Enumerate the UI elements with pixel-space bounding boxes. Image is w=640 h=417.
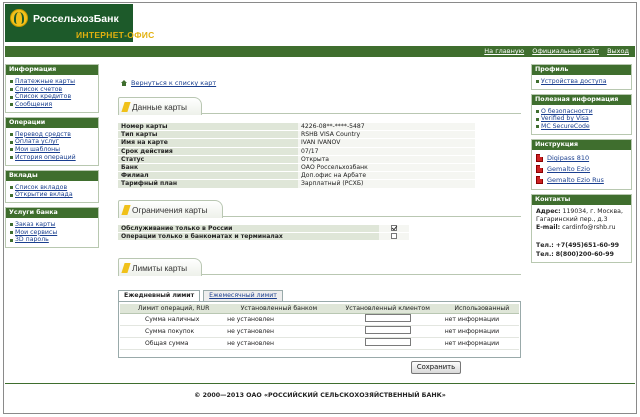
sidebar-item-accounts[interactable]: Список счетов <box>15 85 63 93</box>
sidebar-item-payments[interactable]: Оплата услуг <box>15 138 59 146</box>
bullet-icon <box>10 96 13 99</box>
phone-2: 8(800)200-60-99 <box>555 250 614 258</box>
bullet-icon <box>10 148 13 151</box>
card-data-header <box>118 97 521 115</box>
atm-only-checkbox[interactable] <box>391 233 397 239</box>
bullet-icon <box>10 231 13 234</box>
wheat-icon <box>10 9 28 27</box>
instructions-title: Инструкция <box>532 140 631 150</box>
table-row: Общая сумма не установлен нет информации <box>120 337 519 349</box>
home-icon <box>121 80 127 86</box>
sidebar-item-order-card[interactable]: Заказ карты <box>15 220 56 228</box>
bullet-icon <box>536 118 539 121</box>
limits-tabs <box>118 290 286 301</box>
menu-block-title: Информация <box>6 65 98 75</box>
bullet-icon <box>10 186 13 189</box>
footer-copyright: © 2000—2013 ОАО «РОССИЙСКИЙ СЕЛЬСКОХОЗЯЙСТВЕННЫЙ БАНК» <box>194 392 446 399</box>
useful-info-block <box>531 94 632 135</box>
menu-block-services <box>5 207 99 248</box>
table-row: Сумма покупок не установлен нет информации <box>120 325 519 337</box>
limits-panel <box>118 301 521 358</box>
access-devices-link[interactable]: Устройства доступа <box>541 78 607 85</box>
total-limit-input[interactable] <box>365 338 411 346</box>
column-header: Лимит операций, RUR <box>120 304 227 313</box>
tab-daily-limit[interactable]: Ежедневный лимит <box>118 290 200 301</box>
bank-name: РоссельхозБанк <box>33 13 119 25</box>
home-link[interactable]: На главную <box>484 47 525 55</box>
save-button[interactable]: Сохранить <box>411 361 461 374</box>
bullet-icon <box>10 103 13 106</box>
profile-block <box>531 64 632 90</box>
table-row: Сумма наличных не установлен нет информации <box>120 313 519 325</box>
section-marker-icon <box>121 102 130 112</box>
sidebar-item-history[interactable]: История операций <box>15 153 76 161</box>
official-site-link[interactable]: Официальный сайт <box>532 47 599 55</box>
pdf-icon <box>536 154 543 162</box>
email-value: cardinfo@rshb.ru <box>562 224 616 232</box>
restrictions-table <box>118 225 409 241</box>
address-label: Адрес: <box>536 207 561 215</box>
menu-block-operations <box>5 117 99 166</box>
gemalto-ezio-rus-link[interactable]: Gemalto Ezio Rus <box>547 176 604 185</box>
internet-office-label: ИНТЕРНЕТ-ОФИС <box>76 30 155 40</box>
sidebar-item-3d-password[interactable]: 3D пароль <box>15 236 49 244</box>
phone-1: +7(495)651-60-99 <box>555 242 620 250</box>
table-row <box>118 233 409 241</box>
tab-monthly-limit[interactable] <box>203 290 283 301</box>
sidebar-item-my-services[interactable]: Мои сервисы <box>15 228 58 236</box>
logout-link[interactable]: Выход <box>607 47 629 55</box>
restrictions-header <box>118 200 521 218</box>
instructions-block <box>531 139 632 190</box>
limits-table <box>120 304 519 350</box>
pdf-icon <box>536 165 543 173</box>
table-row: Срок действия 07/17 <box>118 147 475 155</box>
bullet-icon <box>10 223 13 226</box>
cash-limit-input[interactable] <box>365 314 411 322</box>
contacts-block <box>531 194 632 263</box>
card-details-table <box>118 123 475 189</box>
sidebar-item-messages[interactable]: Сообщения <box>15 101 53 109</box>
section-marker-icon <box>121 263 130 273</box>
verified-by-visa-link[interactable]: Verified by Visa <box>541 115 589 123</box>
table-row: Статус Открыта <box>118 155 475 163</box>
pdf-icon <box>536 176 543 184</box>
limits-header <box>118 258 521 276</box>
menu-block-title: Вклады <box>6 171 98 181</box>
restriction-label: Обслуживание только в России <box>118 225 379 233</box>
address-value: 119034, г. Москва, Гагаринский пер., д.3 <box>536 207 623 223</box>
purchase-limit-input[interactable] <box>365 326 411 334</box>
column-header: Установленный клиентом <box>331 304 445 313</box>
table-row: Тип карты RSHB VISA Country <box>118 131 475 139</box>
bullet-icon <box>10 239 13 242</box>
limits-title: Лимиты карты <box>132 262 188 273</box>
footer-divider <box>5 383 635 384</box>
menu-block-deposits <box>5 170 99 203</box>
gemalto-ezio-link[interactable]: Gemalto Ezio <box>547 165 591 174</box>
useful-info-title: Полезная информация <box>532 95 631 105</box>
sidebar-item-deposit-list[interactable]: Список вкладов <box>15 183 68 191</box>
bullet-icon <box>536 110 539 113</box>
mc-securecode-link[interactable]: MC SecureCode <box>541 123 590 131</box>
bullet-icon <box>10 133 13 136</box>
column-header: Использованный <box>445 304 519 313</box>
table-row: Филиал Доп.офис на Арбате <box>118 172 475 180</box>
table-row: Номер карты 4226-08**-****-5487 <box>118 123 475 131</box>
digipass-link[interactable]: Digipass 810 <box>547 154 590 163</box>
right-sidebar <box>531 64 632 267</box>
sidebar-item-cards[interactable]: Платежные карты <box>15 78 76 85</box>
sidebar-item-open-deposit[interactable]: Открытие вклада <box>15 191 73 199</box>
table-row: Тарифный план Зарплатный (РСХБ) <box>118 180 475 188</box>
profile-title: Профиль <box>532 65 631 75</box>
bullet-icon <box>536 125 539 128</box>
menu-block-info <box>5 64 99 113</box>
bullet-icon <box>10 141 13 144</box>
menu-block-title: Услуги банка <box>6 208 98 218</box>
contacts-title: Контакты <box>532 195 631 205</box>
email-label: E-mail: <box>536 224 561 232</box>
table-row: Имя на карте IVAN IVANOV <box>118 139 475 147</box>
bullet-icon <box>536 80 539 83</box>
sidebar-item-credits[interactable]: Список кредитов <box>15 93 72 101</box>
menu-block-title: Операции <box>6 118 98 128</box>
monthly-limit-link[interactable]: Ежемесячный лимит <box>209 292 277 299</box>
column-header: Установленный банком <box>227 304 331 313</box>
phone-label-2: Тел.: <box>536 250 554 258</box>
restriction-label: Операции только в банкоматах и терминалах <box>118 233 379 241</box>
bullet-icon <box>10 194 13 197</box>
bullet-icon <box>10 80 13 83</box>
sidebar-item-templates[interactable]: Мои шаблоны <box>15 146 61 154</box>
table-row: Банк ОАО Россельхозбанк <box>118 164 475 172</box>
section-marker-icon <box>121 205 130 215</box>
phone-label: Тел.: <box>536 242 554 250</box>
bullet-icon <box>10 88 13 91</box>
table-row <box>118 225 409 233</box>
bullet-icon <box>10 156 13 159</box>
security-link[interactable]: О безопасности <box>541 107 593 115</box>
restrictions-title: Ограничения карты <box>132 204 208 215</box>
back-to-cards-link[interactable]: Вернуться к списку карт <box>131 79 217 87</box>
russia-only-checkbox[interactable] <box>391 225 397 231</box>
left-sidebar <box>5 64 99 252</box>
top-navigation-bar <box>5 46 635 57</box>
sidebar-item-transfer[interactable]: Перевод средств <box>15 130 71 138</box>
card-data-title: Данные карты <box>132 101 187 112</box>
